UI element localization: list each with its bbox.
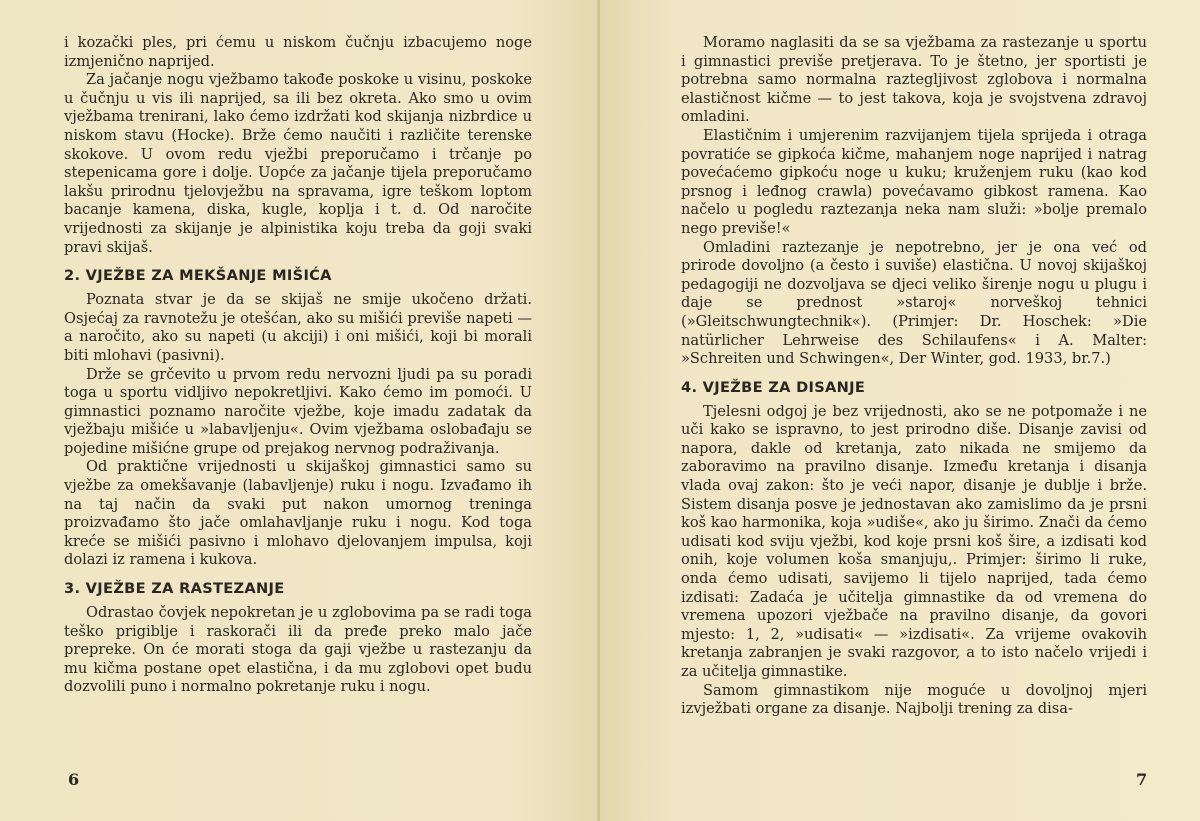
paragraph: Za jačanje nogu vježbamo takođe poskoke u visinu, poskoke u čučnju u vis ili naprijed, sa ili bez okreta. Ako smo u ovim vježbama trenirani, lako ćemo izdržati kod skijanja nizbrdice u niskom stavu (Hocke). Brže ćemo naučiti i različite terenske skokove. U ovom redu vježbi preporučamo i trčanje po stepenicama gore i dolje. Uopće za jačanje tijela preporučamo lakšu prirodnu tjelovježbu na spravama, igre teškom loptom bacanje kamena, diska, kugle, koplja i t. d. Od naročite vrijednosti za skijanje je alpinistika koju treba da goji svaki pravi skijaš. — [64, 71, 532, 256]
paragraph: Omladini raztezanje je nepotrebno, jer je ona već od prirode dovoljno (a često i suviše) elastična. U novoj skijaškoj pedagogiji ne dozvoljava se djeci veliko širenje nogu u plugu i daje se prednost »staroj« norveškoj tehnici (»Gleitschwungtechnik«). (Primjer: Dr. Hoschek: »Die natürlicher Lehrweise des Schilaufens« i A. Malter: »Schreiten und Schwingen«, Der Winter, god. 1933, br.7.) — [681, 238, 1147, 368]
paragraph: Samom gimnastikom nije moguće u dovoljnoj mjeri izvježbati organe za disanje. Najbolji trening za disa- — [681, 681, 1147, 718]
paragraph: Elastičnim i umjerenim razvijanjem tijela sprijeda i otraga povratiće se gipkoća kičme, mahanjem noge naprijed i natrag povećaćemo gipkoću noge u kuku; kruženjem ruku (kao kod prsnog i leđnog crawla) povećavamo gibkost ramena. Kao načelo u pogledu raztezanja neka nam služi: »bolje premalo nego previše!« — [681, 126, 1147, 237]
left-text-block — [64, 34, 532, 697]
right-text-block — [681, 34, 1147, 719]
section-heading: 3. VJEŽBE ZA RASTEZANJE — [64, 580, 285, 598]
paragraph: Odrastao čovjek nepokretan je u zglobovima pa se radi toga teško prigiblje i raskorači ili da pređe preko malo jače prepreke. On će morati stoga da gaji vježbe u rastezanju da mu kičma postane opet elastična, i da mu zglobovi opet budu dozvolili puno i normalno pokretanje ruku i nogu. — [64, 604, 532, 696]
page-number: 7 — [1136, 770, 1148, 789]
paragraph: Od praktične vrijednosti u skijaškoj gimnastici samo su vježbe za omekšavanje (labavljenje) ruku i nogu. Izvađamo ih na taj način da svaki put nakon umornog treninga proizvađamo što jače omlahavljanje ruku i nogu. Kod toga kreće se mišići pasivno i mlohavo djelovanjem impulsa, koji dolazi iz ramena i kukova. — [64, 458, 532, 569]
right-page — [600, 0, 1200, 821]
paragraph: Drže se grčevito u prvom redu nervozni ljudi pa su poradi toga u sportu vidljivo nepokretljivi. Kako ćemo im pomoći. U gimnastici poznamo naročite vježbe, koje imadu zadatak da vježbaju mišiće u »labavljenju«. Ovim vježbama oslobađaju se pojedine mišićne grupe od prejakog nervnog podraživanja. — [64, 365, 532, 457]
paragraph: Moramo naglasiti da se sa vježbama za rastezanje u sportu i gimnastici previše pretjerava. To je štetno, jer sportisti je potrebna samo normalna raztegljivost zglobova i normalna elastičnost kičme — to jest takova, koja je svojstvena zdravoj omladini. — [681, 34, 1147, 126]
page-number: 6 — [68, 770, 80, 789]
paragraph: i kozački ples, pri ćemu u niskom čučnju izbacujemo noge izmjenično naprijed. — [64, 34, 532, 70]
section-heading: 2. VJEŽBE ZA MEKŠANJE MIŠIĆA — [64, 267, 332, 285]
paragraph: Poznata stvar je da se skijaš ne smije ukočeno držati. Osjećaj za ravnotežu je otešćan, ako su mišići previše napeti — a naročito, ako su napeti (u akciji) i oni mišići, koji bi morali biti mlohavi (pasivni). — [64, 291, 532, 364]
paragraph: Tjelesni odgoj je bez vrijednosti, ako se ne potpomaže i ne uči kako se ispravno, to jest prirodno diše. Disanje zavisi od napora, dakle od kretanja, zato nikada ne smijemo da zaboravimo na pravilno disanje. Između kretanja i disanja vlada ovaj zakon: što je veći napor, disanje je dublje i brže. Sistem disanja posve je jednostavan ako zamislimo da je prsni koš kao harmonika, koja »udiše«, ako ju širimo. Znači da ćemo udisati kod sviju vježbi, kod koje prsni koš šire, a izdisati kod onih, koje volumen koša smanjuju,. Primjer: širimo li ruke, onda ćemo udisati, savijemo li tijelo naprijed, tada ćemo izdisati: Zadaća je učitelja gimnastike da od vremena do vremena upozori vježbače na pravilno disanje, da govori mjesto: 1, 2, »udisati« — »izdisati«. Za vrijeme ovakovih kretanja zabranjen je svaki razgovor, a to isto načelo vrijedi i za učitelja gimnastike. — [681, 402, 1147, 680]
section-heading: 4. VJEŽBE ZA DISANJE — [681, 378, 866, 396]
